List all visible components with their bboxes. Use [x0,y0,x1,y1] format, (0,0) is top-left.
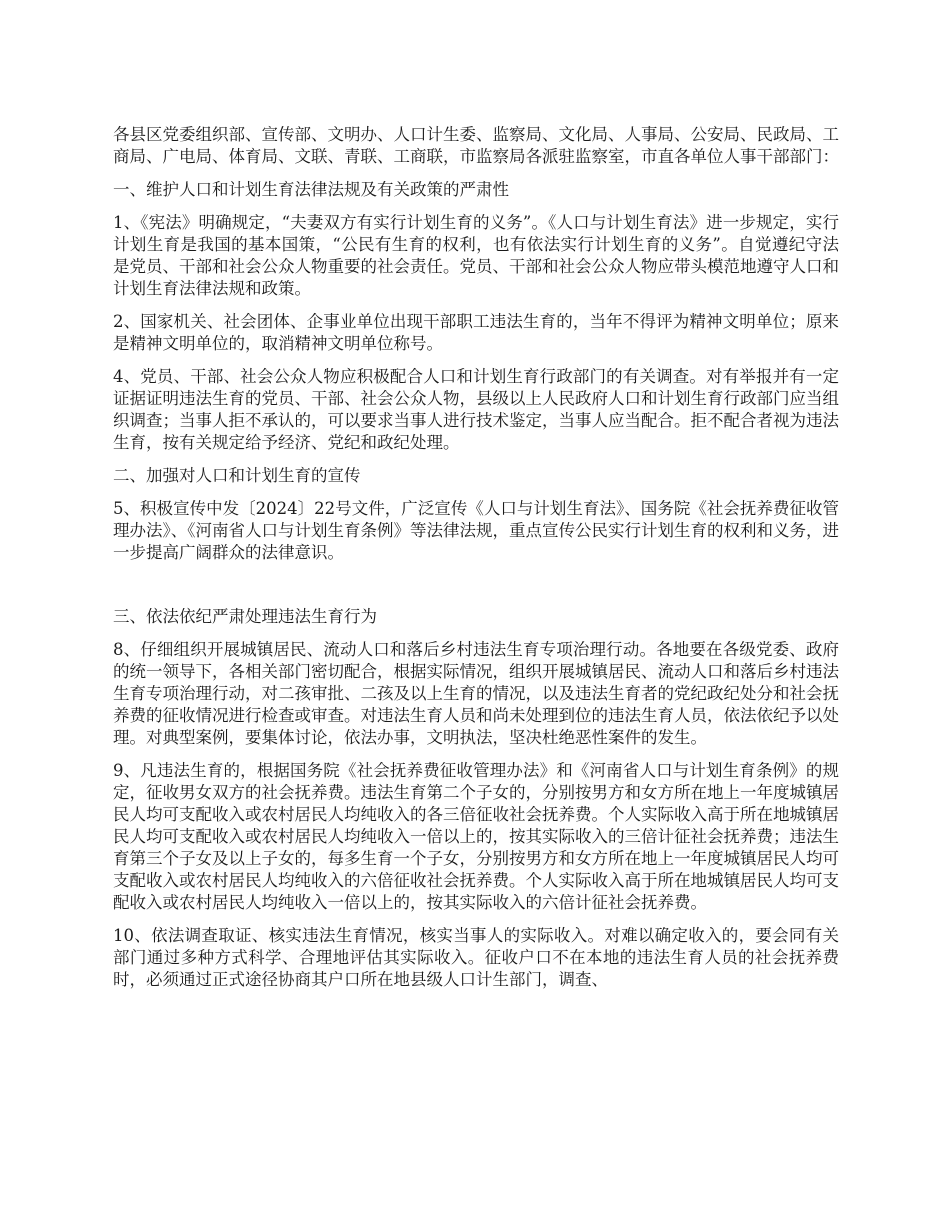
section-3-heading: 三、依法依纪严肃处理违法生育行为 [113,607,377,626]
section-1-heading: 一、维护人口和计划生育法律法规及有关政策的严肃性 [113,180,509,199]
section-gap [113,575,839,606]
paragraph-10: 10、依法调查取证、核实违法生育情况，核实当事人的实际收入。对难以确定收入的，要会同有关部门通过多种方式科学、合理地评估其实际收入。征收户口不在本地的违法生育人员的社会抚养费时，必须通过正式途径协商其户口所在地县级人口计生部门，调查、 [113,926,839,989]
section-2-heading: 二、加强对人口和计划生育的宣传 [113,466,361,485]
paragraph-4: 4、党员、干部、社会公众人物应积极配合人口和计划生育行政部门的有关调查。对有举报并有一定证据证明违法生育的党员、干部、社会公众人物，县级以上人民政府人口和计划生育行政部门应当组织调查；当事人拒不承认的，可以要求当事人进行技术鉴定，当事人应当配合。拒不配合者视为违法生育，按有关规定给予经济、党纪和政纪处理。 [113,367,839,452]
paragraph-8: 8、仔细组织开展城镇居民、流动人口和落后乡村违法生育专项治理行动。各地要在各级党委、政府的统一领导下，各相关部门密切配合，根据实际情况，组织开展城镇居民、流动人口和落后乡村违法生育专项治理行动，对二孩审批、二孩及以上生育的情况，以及违法生育者的党纪政纪处分和社会抚养费的征收情况进行检查或审查。对违法生育人员和尚未处理到位的违法生育人员，依法依纪予以处理。对典型案例，要集体讨论，依法办事，文明执法，坚决杜绝恶性案件的发生。 [113,640,839,747]
paragraph-2: 2、国家机关、社会团体、企事业单位出现干部职工违法生育的，当年不得评为精神文明单位；原来是精神文明单位的，取消精神文明单位称号。 [113,312,839,353]
paragraph-1: 1、《宪法》明确规定，“夫妻双方有实行计划生育的义务”。《人口与计划生育法》进一步规定，实行计划生育是我国的基本国策，“公民有生育的权利，也有依法实行计划生育的义务”。自觉遵纪守法是党员、干部和社会公众人物重要的社会责任。党员、干部和社会公众人物应带头模范地遵守人口和计划生育法律法规和政策。 [113,213,839,298]
document-body [113,124,839,1002]
intro-paragraph: 各县区党委组织部、宣传部、文明办、人口计生委、监察局、文化局、人事局、公安局、民政局、工商局、广电局、体育局、文联、青联、工商联，市监察局各派驻监察室，市直各单位人事干部部门： [113,125,839,166]
paragraph-9: 9、凡违法生育的，根据国务院《社会抚养费征收管理办法》和《河南省人口与计划生育条例》的规定，征收男女双方的社会抚养费。违法生育第二个子女的，分别按男方和女方所在地上一年度城镇居民人均可支配收入或农村居民人均纯收入的各三倍征收社会抚养费。个人实际收入高于所在地城镇居民人均可支配收入或农村居民人均纯收入一倍以上的，按其实际收入的三倍计征社会抚养费；违法生育第三个子女及以上子女的，每多生育一个子女，分别按男方和女方所在地上一年度城镇居民人均可支配收入或农村居民人均纯收入的六倍征收社会抚养费。个人实际收入高于所在地城镇居民人均可支配收入或农村居民人均纯收入一倍以上的，按其实际收入的六倍计征社会抚养费。 [113,761,839,912]
paragraph-5: 5、积极宣传中发〔2024〕22号文件，广泛宣传《人口与计划生育法》、国务院《社会抚养费征收管理办法》、《河南省人口与计划生育条例》等法律法规，重点宣传公民实行计划生育的权利和义务，进一步提高广阔群众的法律意识。 [113,499,839,562]
